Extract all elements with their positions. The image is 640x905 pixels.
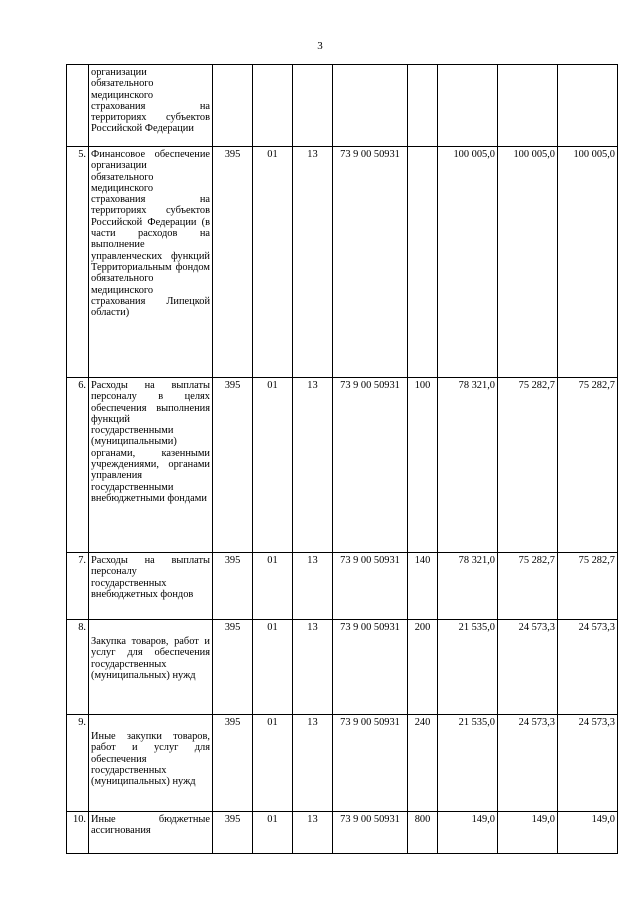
row-amount-1: 100 005,0 [438, 147, 498, 378]
row-amount-2: 75 282,7 [498, 378, 558, 553]
row-name: Финансовое обеспечение организации обязательного медицинского страхования на территориях субъектов Российской Федерации (в части расходов на выполнение управленческих функций Территориальным фондом обязательного медицинского страхования Липецкой области) [89, 147, 213, 378]
budget-table [66, 64, 618, 854]
row-amount-3: 24 573,3 [558, 620, 618, 715]
row-rz: 01 [253, 553, 293, 620]
page-number: 3 [317, 40, 323, 52]
table-row [67, 553, 618, 620]
row-ved: 395 [213, 553, 253, 620]
row-pr: 13 [293, 715, 333, 812]
row-name: организации обязательного медицинского страхования на территориях субъектов Российской Федерации [89, 65, 213, 147]
table-row [67, 620, 618, 715]
row-pr: 13 [293, 620, 333, 715]
row-pr: 13 [293, 147, 333, 378]
row-kcsr: 73 9 00 50931 [333, 812, 408, 854]
table-row [67, 147, 618, 378]
row-name: Иные закупки товаров, работ и услуг для обеспечения государственных (муниципальных) нужд [91, 731, 210, 788]
row-ved [213, 65, 253, 147]
table-row [67, 65, 618, 147]
table-row [67, 715, 618, 812]
row-amount-3: 75 282,7 [558, 553, 618, 620]
row-amount-2: 100 005,0 [498, 147, 558, 378]
row-name: Иные бюджетные ассигнования [89, 812, 213, 854]
row-ved: 395 [213, 715, 253, 812]
row-rz: 01 [253, 812, 293, 854]
row-amount-1: 78 321,0 [438, 378, 498, 553]
row-number: 7. [67, 553, 89, 620]
row-number [67, 65, 89, 147]
row-number: 10. [67, 812, 89, 854]
row-rz: 01 [253, 715, 293, 812]
row-vr: 200 [408, 620, 438, 715]
row-amount-2: 75 282,7 [498, 553, 558, 620]
row-ved: 395 [213, 378, 253, 553]
table-row [67, 812, 618, 854]
row-ved: 395 [213, 812, 253, 854]
row-rz [253, 65, 293, 147]
row-pr: 13 [293, 553, 333, 620]
row-name: Закупка товаров, работ и услуг для обеспечения государственных (муниципальных) нужд [91, 636, 210, 681]
row-number: 6. [67, 378, 89, 553]
row-kcsr: 73 9 00 50931 [333, 378, 408, 553]
row-amount-3: 75 282,7 [558, 378, 618, 553]
row-amount-2: 24 573,3 [498, 620, 558, 715]
row-vr: 100 [408, 378, 438, 553]
row-pr: 13 [293, 378, 333, 553]
row-vr: 800 [408, 812, 438, 854]
row-rz: 01 [253, 147, 293, 378]
row-amount-2 [498, 65, 558, 147]
row-name: Расходы на выплаты персоналу в целях обеспечения выполнения функций государственными (муниципальными) органами, казенными учреждениями, органами управления государственными внебюджетными фондами [89, 378, 213, 553]
row-number: 9. [67, 715, 89, 812]
row-ved: 395 [213, 620, 253, 715]
row-amount-1: 149,0 [438, 812, 498, 854]
row-pr: 13 [293, 812, 333, 854]
row-amount-2: 24 573,3 [498, 715, 558, 812]
row-name: Расходы на выплаты персоналу государственных внебюджетных фондов [89, 553, 213, 620]
row-amount-1: 78 321,0 [438, 553, 498, 620]
row-amount-3: 100 005,0 [558, 147, 618, 378]
row-pr [293, 65, 333, 147]
row-amount-3 [558, 65, 618, 147]
row-vr: 240 [408, 715, 438, 812]
row-amount-3: 149,0 [558, 812, 618, 854]
row-kcsr [333, 65, 408, 147]
row-amount-2: 149,0 [498, 812, 558, 854]
row-kcsr: 73 9 00 50931 [333, 147, 408, 378]
row-vr: 140 [408, 553, 438, 620]
row-rz: 01 [253, 378, 293, 553]
row-kcsr: 73 9 00 50931 [333, 553, 408, 620]
row-number: 8. [67, 620, 89, 715]
row-ved: 395 [213, 147, 253, 378]
table-row [67, 378, 618, 553]
row-vr [408, 147, 438, 378]
row-rz: 01 [253, 620, 293, 715]
row-vr [408, 65, 438, 147]
row-amount-1 [438, 65, 498, 147]
row-amount-1: 21 535,0 [438, 715, 498, 812]
row-kcsr: 73 9 00 50931 [333, 620, 408, 715]
row-amount-3: 24 573,3 [558, 715, 618, 812]
row-number: 5. [67, 147, 89, 378]
row-kcsr: 73 9 00 50931 [333, 715, 408, 812]
row-amount-1: 21 535,0 [438, 620, 498, 715]
